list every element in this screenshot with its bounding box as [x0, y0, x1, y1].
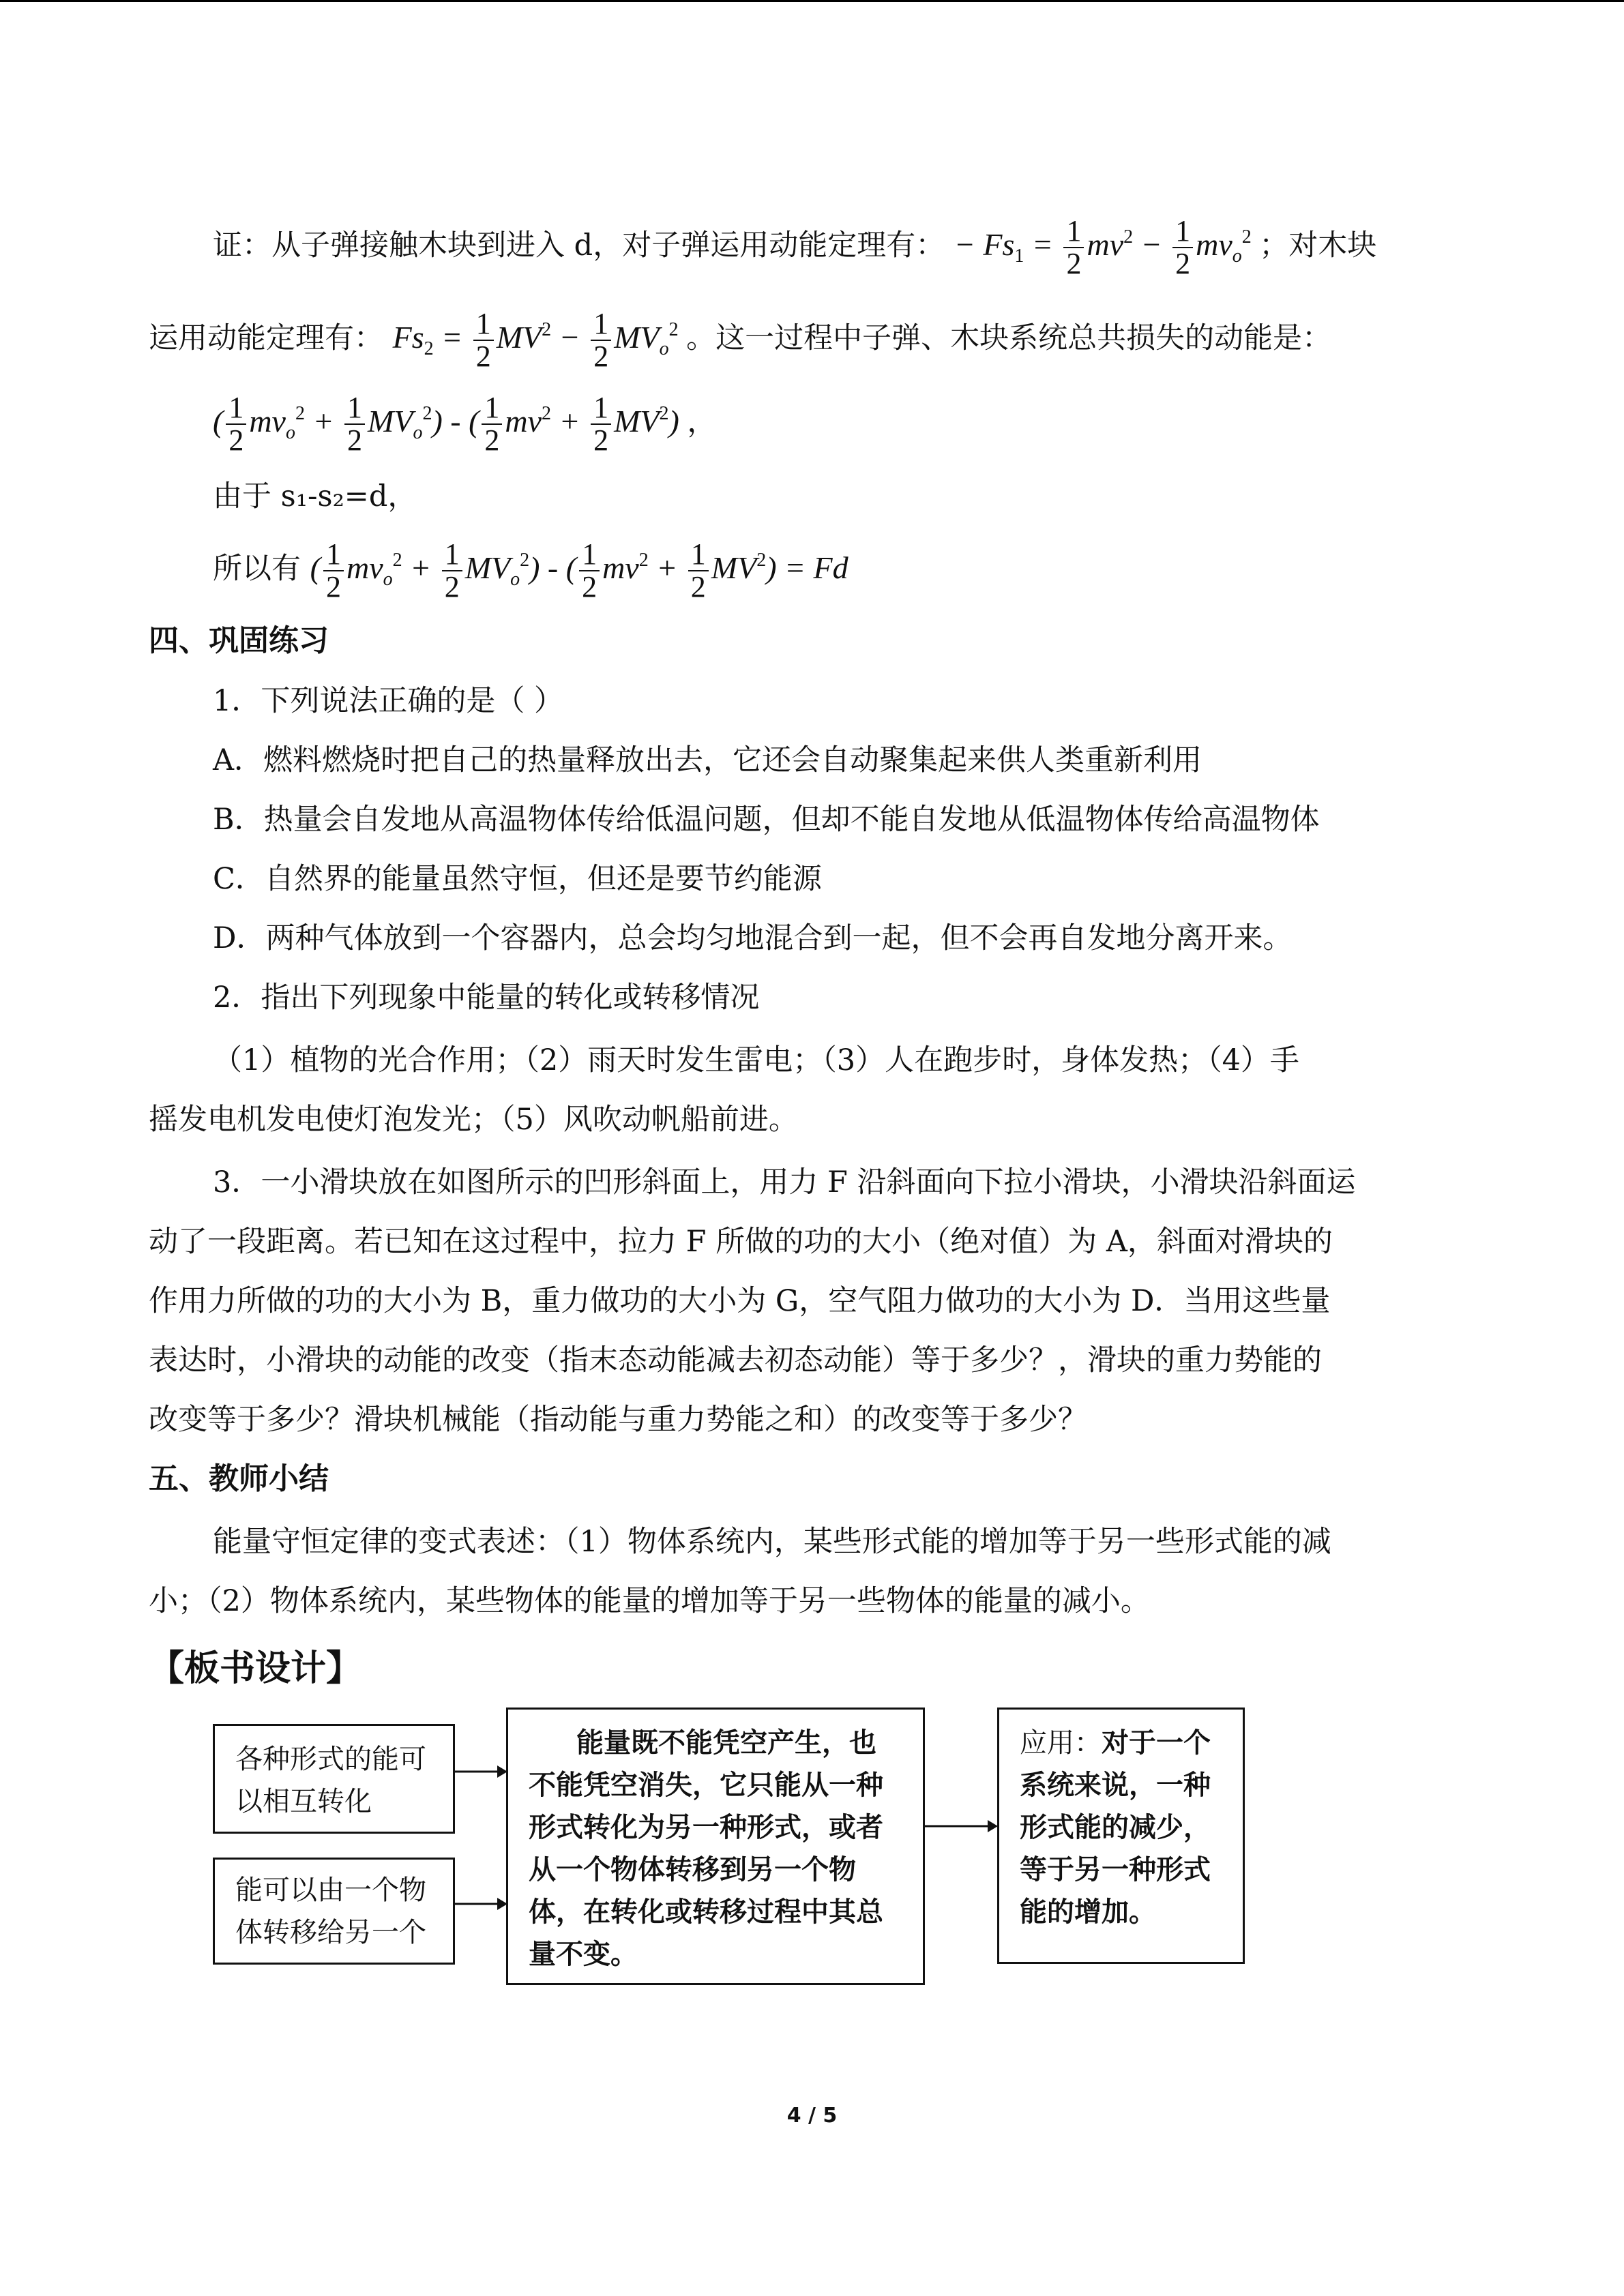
box-energy-transfer: 能可以由一个物 体转移给另一个	[213, 1858, 455, 1965]
arrow-conversion-to-law	[455, 1763, 508, 1780]
arrow-law-to-application	[925, 1818, 999, 1834]
formula-block: $Fs_2$ = $\frac{1}{2}$ $MV^2$ − $\frac{1}{2}$ $MV_o^2$	[392, 307, 679, 374]
top-border	[0, 0, 1624, 2]
summary-line-2: 小；（2）物体系统内，某些物体的能量的增加等于另一些物体的能量的减小。	[149, 1584, 1150, 1618]
summary-line-1: 能量守恒定律的变式表述：（1）物体系统内，某些形式能的增加等于另一些形式能的减	[213, 1525, 1331, 1559]
question-1-option-d: D．两种气体放到一个容器内，总会均匀地混合到一起，但不会再自发地分离开来。	[213, 921, 1293, 955]
question-1-option-b: B．热量会自发地从高温物体传给低温问题，但却不能自发地从低温物体传给高温物体	[213, 803, 1320, 837]
proof-line-2: 运用动能定理有： $Fs_2$ = $\frac{1}{2}$ $MV^2$ − $\frac{1}{2}$ $MV_o^2$ 。这一过程中子弹、木块系统总共损失的动能是：	[149, 307, 1332, 374]
question-3-line-1: 3．一小滑块放在如图所示的凹形斜面上，用力 F 沿斜面向下拉小滑块，小滑块沿斜面运	[213, 1165, 1356, 1199]
question-2-line-2: 摇发电机发电使灯泡发光；（5）风吹动帆船前进。	[149, 1103, 798, 1137]
box-energy-conversion: 各种形式的能可 以相互转化	[213, 1724, 455, 1834]
proof-line-5: 所以有 ( $\frac{1}{2}$ $mv_o^2$ + $\frac{1}{2}$ $MV_o^2$) - ( $\frac{1}{2}$ $mv^2$ + $\frac{1}{2}$ $MV^2) = Fd$	[213, 537, 848, 604]
proof-line-3: ( $\frac{1}{2}$ $mv_o^2$ + $\frac{1}{2}$ $MV_o^2$) - ( $\frac{1}{2}$ $mv^2$ + $\frac{1}{2}$ $MV^2$) ，	[213, 391, 717, 458]
formula-bullet: − $Fs_1$ = $\frac{1}{2}$ $mv^2$ − $\frac{1}{2}$ $mv_o^2$	[954, 214, 1252, 281]
question-2-line-1: （1）植物的光合作用；（2）雨天时发生雷电；（3）人在跑步时，身体发热；（4）手	[213, 1043, 1299, 1077]
question-1-option-c: C．自然界的能量虽然守恒，但还是要节约能源	[213, 862, 822, 896]
question-3-line-3: 作用力所做的功的大小为 B，重力做功的大小为 G，空气阻力做功的大小为 D．当用这些量	[149, 1284, 1331, 1318]
question-2: 2．指出下列现象中能量的转化或转移情况	[213, 981, 760, 1015]
proof-line-1: 证：从子弹接触木块到进入 d，对子弹运用动能定理有： − $Fs_1$ = $\frac{1}{2}$ $mv^2$ − $\frac{1}{2}$ $mv_o^2$ ；对木块	[213, 214, 1377, 281]
section-5-heading: 五、教师小结	[149, 1461, 329, 1496]
box-conservation-law: 能量既不能凭空产生，也 不能凭空消失，它只能从一种 形式转化为另一种形式，或者 从一个物体转移到另一个物 体，在转化或转移过程中其总 量不变。	[506, 1708, 925, 1985]
board-design-title: 【板书设计】	[149, 1648, 362, 1689]
question-1: 1．下列说法正确的是（ ）	[213, 684, 564, 718]
question-3-line-2: 动了一段距离。若已知在这过程中，拉力 F 所做的功的大小（绝对值）为 A，斜面对滑块的	[149, 1225, 1333, 1259]
arrow-transfer-to-law	[455, 1896, 508, 1912]
formula-energy-loss: ( $\frac{1}{2}$ $mv_o^2$ + $\frac{1}{2}$ $MV_o^2$) - ( $\frac{1}{2}$ $mv^2$ + $\frac{1}{2}$ $MV^2$)	[213, 391, 688, 458]
page-number: 4 / 5	[786, 2104, 838, 2128]
section-4-heading: 四、巩固练习	[149, 623, 329, 658]
question-3-line-4: 表达时，小滑块的动能的改变（指末态动能减去初态动能）等于多少？，滑块的重力势能的	[149, 1343, 1322, 1377]
question-3-line-5: 改变等于多少？滑块机械能（指动能与重力势能之和）的改变等于多少？	[149, 1403, 1087, 1437]
formula-fd: ( $\frac{1}{2}$ $mv_o^2$ + $\frac{1}{2}$ $MV_o^2$) - ( $\frac{1}{2}$ $mv^2$ + $\frac{1}{2}$ $MV^2) = Fd$	[310, 537, 848, 604]
box-application: 应用：对于一个 系统来说，一种 形式能的减少， 等于另一种形式 能的增加。	[997, 1708, 1245, 1964]
proof-line-4: 由于 s₁-s₂=d，	[213, 479, 417, 513]
question-1-option-a: A．燃料燃烧时把自己的热量释放出去，它还会自动聚集起来供人类重新利用	[213, 743, 1202, 777]
